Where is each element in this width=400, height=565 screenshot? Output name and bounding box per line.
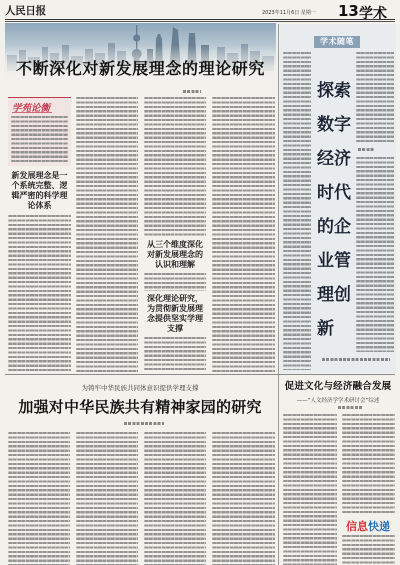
body-text [212, 432, 275, 565]
column-label: 学苑论衡 [12, 103, 51, 114]
column-divider [278, 24, 279, 565]
essay-column-label: 学术随笔 [314, 36, 360, 48]
column-label-underline [12, 112, 52, 113]
essay-author-note [322, 358, 390, 361]
essay-body-text [356, 52, 394, 144]
body-text [76, 97, 138, 372]
masthead-logo: 人民日报 [5, 5, 46, 17]
news-flash-label-part1: 信息 [346, 520, 368, 533]
news-flash-label-part2: 快递 [368, 520, 390, 533]
main-article-byline [183, 90, 201, 93]
body-text [8, 215, 71, 372]
subhead-3: 深化理论研究，为贯彻新发展理念提供坚实学理支撑 [147, 294, 203, 333]
report-body-text [283, 414, 337, 565]
issue-date: 2023年11月6日 星期一 [262, 10, 316, 16]
main-article-headline: 不断深化对新发展理念的理论研究 [15, 59, 265, 78]
body-text [76, 432, 138, 565]
essay-byline [358, 148, 374, 151]
essay-headline: 探索数字经济时代的企业管理创新 [317, 81, 351, 339]
report-body-text [342, 414, 395, 514]
body-text [144, 97, 206, 236]
section-name: 学术 [359, 6, 387, 22]
body-text [212, 97, 275, 372]
section-divider [5, 374, 395, 375]
report-headline: 促进文化与经济融合发展 [284, 381, 392, 392]
subhead-2: 从三个维度深化对新发展理念的认识和理解 [147, 240, 203, 269]
bottom-article-kicker: 为铸牢中华民族共同体意识提供学理支撑 [81, 384, 199, 392]
bottom-article-byline [124, 422, 164, 425]
body-text [144, 273, 206, 291]
article-intro-text [11, 116, 68, 162]
subhead-1: 新发展理念是一个系统完整、逻辑严密的科学理论体系 [11, 171, 68, 210]
bottom-article-headline: 加强对中华民族共有精神家园的研究 [18, 398, 262, 416]
essay-body-text [283, 52, 311, 370]
masthead-rule [5, 19, 395, 22]
essay-body-text [356, 157, 394, 352]
report-subtitle: ——“人文经济学学术研讨会”综述 [296, 398, 380, 404]
report-byline [338, 406, 362, 409]
page-number: 13 [338, 2, 359, 20]
body-text [144, 432, 206, 565]
news-flash-body-text [342, 535, 395, 565]
news-flash-label [346, 518, 390, 534]
body-text [8, 432, 70, 565]
body-text [144, 337, 206, 372]
